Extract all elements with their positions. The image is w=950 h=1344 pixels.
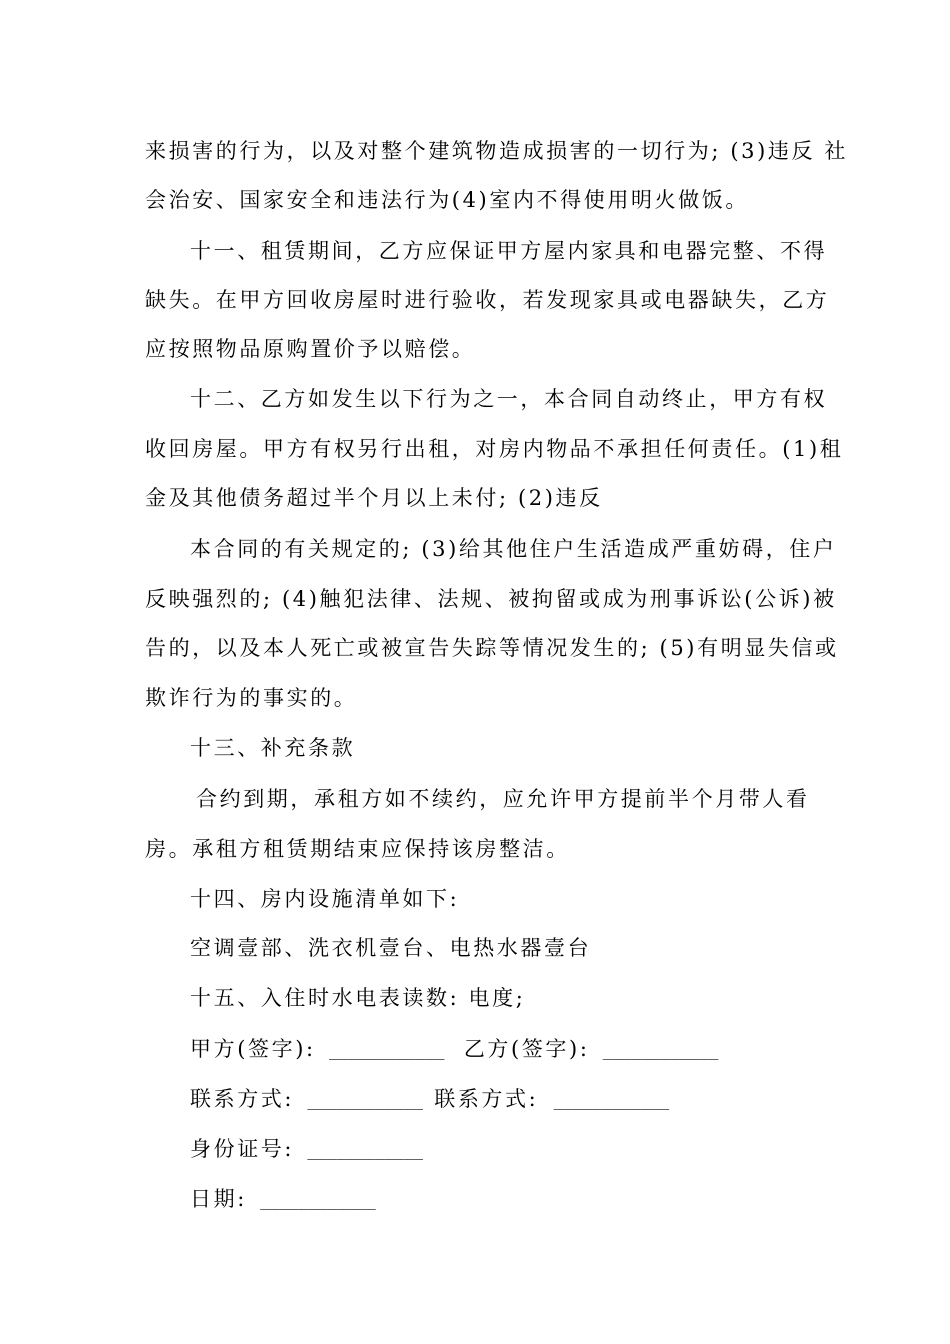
date-label: 日期: xyxy=(190,1187,247,1211)
text-line: 缺失。在甲方回收房屋时进行验收，若发现家具或电器缺失，乙方 xyxy=(145,288,830,312)
party-a-signature-label: 甲方(签字): xyxy=(190,1037,316,1061)
party-a-contact-blank: ____________ xyxy=(307,1091,423,1110)
text-line: 告的，以及本人死亡或被宣告失踪等情况发生的; (5)有明显失信或 xyxy=(145,636,839,660)
signature-row-date xyxy=(190,1186,376,1214)
facilities-list: 空调壹部、洗衣机壹台、电热水器壹台 xyxy=(190,936,592,960)
text-line: 应按照物品原购置价予以赔偿。 xyxy=(145,337,476,361)
party-a-signature-blank: ____________ xyxy=(328,1041,445,1060)
date-blank: ____________ xyxy=(260,1191,376,1210)
text-line: 会治安、国家安全和违法行为(4)室内不得使用明火做饭。 xyxy=(145,188,749,212)
text-line: 房。承租方租赁期结束应保持该房整洁。 xyxy=(145,837,570,861)
text-line: 欺诈行为的事实的。 xyxy=(145,686,358,710)
party-b-signature-label: 乙方(签字): xyxy=(463,1037,590,1061)
party-a-contact-label: 联系方式: xyxy=(190,1087,295,1111)
text-line: 金及其他债务超过半个月以上未付; (2)违反 xyxy=(145,486,603,510)
text-line: 十一、租赁期间，乙方应保证甲方屋内家具和电器完整、不得 xyxy=(190,239,828,263)
clause-13-heading: 十三、补充条款 xyxy=(190,736,356,760)
text-line: 合约到期，承租方如不续约，应允许甲方提前半个月带人看 xyxy=(196,787,810,811)
text-line: 反映强烈的; (4)触犯法律、法规、被拘留或成为刑事诉讼(公诉)被 xyxy=(145,587,837,611)
text-line: 本合同的有关规定的; (3)给其他住户生活造成严重妨碍，住户 xyxy=(190,537,837,561)
clause-14-heading: 十四、房内设施清单如下: xyxy=(190,887,460,911)
signature-row-id xyxy=(190,1136,423,1164)
id-number-blank: ____________ xyxy=(307,1141,423,1160)
clause-15-meter-reading: 十五、入住时水电表读数: 电度; xyxy=(190,986,526,1010)
text-line: 收回房屋。甲方有权另行出租，对房内物品不承担任何责任。(1)租 xyxy=(145,437,844,461)
party-b-contact-label: 联系方式: xyxy=(434,1087,539,1111)
text-line: 十二、乙方如发生以下行为之一，本合同自动终止，甲方有权 xyxy=(190,387,828,411)
party-b-contact-blank: ____________ xyxy=(553,1091,670,1110)
id-number-label: 身份证号: xyxy=(190,1137,295,1161)
signature-row-party xyxy=(190,1036,718,1064)
party-b-signature-blank: ____________ xyxy=(602,1041,719,1060)
text-line: 来损害的行为，以及对整个建筑物造成损害的一切行为; (3)违反 社 xyxy=(145,139,848,163)
signature-row-contact xyxy=(190,1086,669,1114)
